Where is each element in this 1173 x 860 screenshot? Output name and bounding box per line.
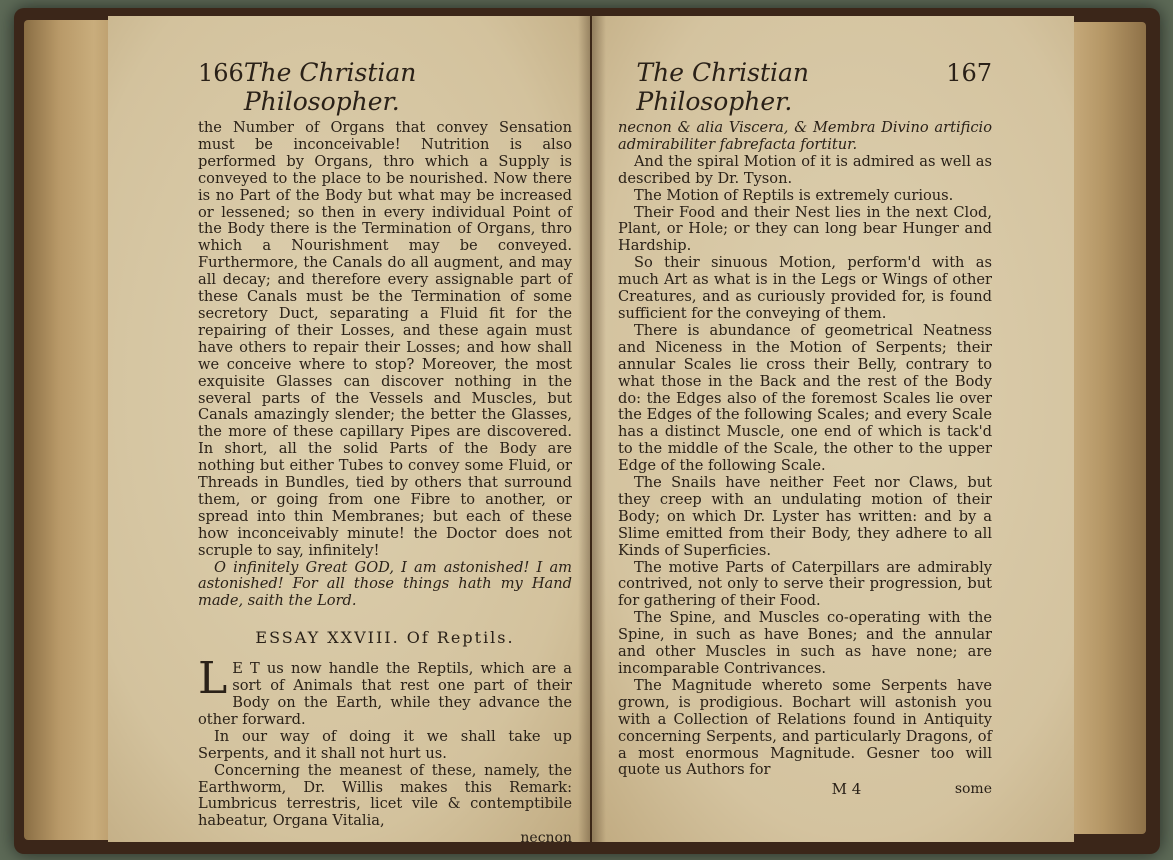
page-edges-right xyxy=(1068,22,1146,834)
left-page-number: 166 xyxy=(198,59,244,87)
right-paragraph: The Spine, and Muscles co-operating with the Spine, in such as have Bones; and the annular and other Muscles in such as have none; are incomparable Contrivances. xyxy=(618,609,992,677)
book-gutter xyxy=(578,16,606,842)
left-body xyxy=(198,119,572,842)
left-quote: O infinitely Great GOD, I am astonished! I am astonished! For all those things hath my Hand made, saith the Lord. xyxy=(198,558,572,610)
left-catchword: necnon xyxy=(520,830,572,842)
signature-mark: M 4 xyxy=(831,780,862,799)
right-running-head xyxy=(618,58,992,116)
essay-heading: ESSAY XXVIII. Of Reptils. xyxy=(255,628,515,648)
right-paragraph: The Magnitude whereto some Serpents have grown, is prodigious. Bochart will astonish you with a Collection of Relations found in Antiquity concerning Serpents, and particularly Dragons, of a most enormous Magnitude. Gesner too will quote us Authors for xyxy=(618,676,992,779)
right-paragraph: The motive Parts of Caterpillars are admirably contrived, not only to serve their progression, but for gathering of their Food. xyxy=(618,558,992,610)
right-page xyxy=(592,16,1074,842)
right-catchword: some xyxy=(954,781,992,798)
left-paragraph: Concerning the meanest of these, namely, the Earthworm, Dr. Willis makes this Remark: Lumbricus terrestris, licet vile & contemptibile habeatur, Organa Vitalia, xyxy=(198,761,572,830)
drop-cap: L xyxy=(198,653,228,705)
right-running-title: The Christian Philosopher. xyxy=(636,58,809,116)
left-running-head xyxy=(198,58,572,116)
right-paragraph: Their Food and their Nest lies in the next Clod, Plant, or Hole; or they can long bear Hunger and Hardship. xyxy=(618,203,992,255)
left-running-title: The Christian Philosopher. xyxy=(243,58,417,116)
left-page xyxy=(108,16,590,842)
right-paragraph: So their sinuous Motion, perform'd with as much Art as what is in the Legs or Wings of other Creatures, and as curiously provided for, is found sufficient for the conveying of them. xyxy=(618,254,992,322)
right-page-number: 167 xyxy=(946,59,992,87)
right-body xyxy=(618,120,992,798)
right-paragraph: The Motion of Reptils is extremely curious. xyxy=(634,186,954,204)
right-paragraph: The Snails have neither Feet nor Claws, but they creep with an undulating motion of their Body; on which Dr. Lyster has written: and by a Slime emitted from their Body, they adhere to all Kinds of Superficies. xyxy=(618,474,992,559)
left-paragraph: the Number of Organs that convey Sensation must be inconceivable! Nutrition is also performed by Organs, thro which a Supply is conveyed to the place to be nourished. Now there is no Part of the Body but what may be increased or lessened; so then in every individual Point of the Body there is the Termination of Organs, thro which a Nourishment may be conveyed. Furthermore, the Canals do all augment, and may all decay; and therefore every assignable part of these Canals must be the Termination of some secretory Duct, separating a Fluid fit for the repairing of their Losses, and these again must have others to repair their Losses; and how shall we conceive where to stop? Moreover, the most exquisite Glasses can discover nothing in the several parts of the Vessels and Muscles, but Canals amazingly slender; the better the Glasses, the more of these capillary Pipes are discovered. In short, all the solid Parts of the Body are nothing but either Tubes to convey some Fluid, or Threads in Bundles, tied by others that surround them, or going from one Fibre to another, or spread into thin Membranes; but each of these how inconceivably minute! the Doctor does not scruple to say, infinitely! xyxy=(198,119,572,559)
left-paragraph xyxy=(198,653,572,729)
left-paragraph: In our way of doing it we shall take up Serpents, and it shall not hurt us. xyxy=(198,727,572,762)
right-paragraph: And the spiral Motion of it is admired as well as described by Dr. Tyson. xyxy=(618,152,992,187)
right-footer xyxy=(618,781,992,798)
right-paragraph: necnon & alia Viscera, & Membra Divino artificio admirabiliter fabrefacta fortitur. xyxy=(618,119,992,153)
left-paragraph-text: E T us now handle the Reptils, which are a sort of Animals that rest one part of their Body on the Earth, while they advance the other forward. xyxy=(198,660,572,728)
right-paragraph: There is abundance of geometrical Neatness and Niceness in the Motion of Serpents; their annular Scales lie cross their Belly, contrary to what those in the Back and the rest of the Body do: the Edges also of the foremost Scales lie over the Edges of the following Scales; and every Scale has a distinct Muscle, one end of which is tack'd to the middle of the Scale, the other to the upper Edge of the following Scale. xyxy=(618,321,992,475)
